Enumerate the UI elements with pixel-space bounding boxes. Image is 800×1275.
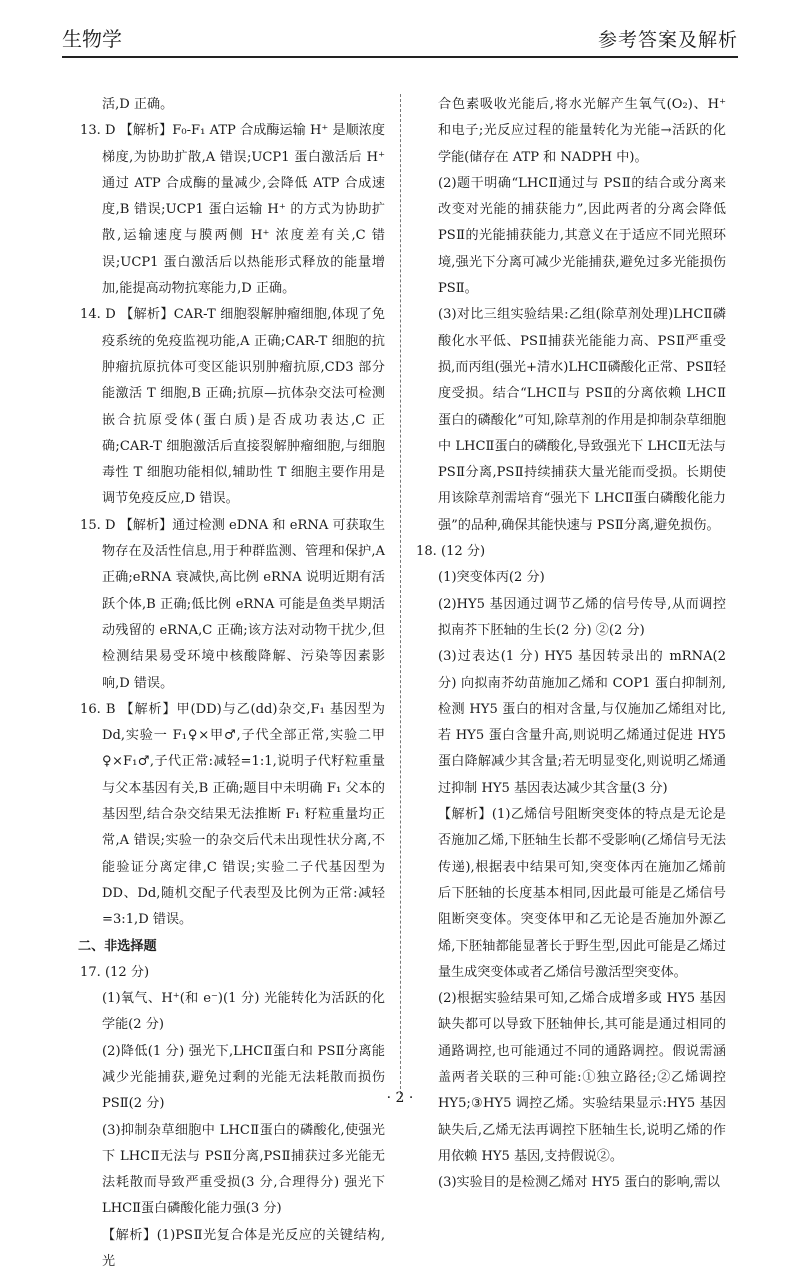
paragraph: (2)题干明确“LHCⅡ通过与 PSⅡ的结合或分离来改变对光能的捕获能力”,因此两者的分离会降低 PSⅡ的光能捕获能力,其意义在于适应不同光照环境,强光下分离可减少光能捕获,避免过多光能损伤 PSⅡ。 — [438, 175, 726, 297]
subject-label: 生物学 — [62, 27, 122, 51]
paragraph: 【解析】(1)PSⅡ光复合体是光反应的关键结构,光 — [102, 1227, 385, 1270]
paragraph: 15. D 【解析】通过检测 eDNA 和 eRNA 可获取生物存在及活性信息,用于种群监测、管理和保护,A 正确;eRNA 衰减快,高比例 eRNA 说明近期有活跃个体,B 正确;低比例 eRNA 可能是鱼类早期活动残留的 eRNA,C 正确;该方法对动物干扰少,但检测结果易受环境中核酸降解、污染等因素影响,D 错误。 — [80, 517, 385, 691]
paragraph: (3)抑制杂草细胞中 LHCⅡ蛋白的磷酸化,使强光下 LHCⅡ无法与 PSⅡ分离,PSⅡ捕获过多光能无法耗散而导致严重受损(3 分,合理得分) 强光下 LHCⅡ蛋白磷酸化能力强(3 分) — [102, 1122, 385, 1217]
paragraph: (2)HY5 基因通过调节乙烯的信号传导,从而调控拟南芥下胚轴的生长(2 分) ②(2 分) — [438, 596, 726, 638]
paragraph: 17. (12 分) — [80, 964, 150, 980]
paragraph: (2)降低(1 分) 强光下,LHCⅡ蛋白和 PSⅡ分离能减少光能捕获,避免过剩的光能无法耗散而损伤 PSⅡ(2 分) — [102, 1043, 385, 1112]
paragraph: 13. D 【解析】F₀-F₁ ATP 合成酶运输 H⁺ 是顺浓度梯度,为协助扩散,A 错误;UCP1 蛋白激活后 H⁺ 通过 ATP 合成酶的量减少,会降低 ATP 合成速度,B 错误;UCP1 蛋白运输 H⁺ 的方式为协助扩散,运输速度与膜两侧 H⁺ 浓度差有关,C 错误;UCP1 蛋白激活后以热能形式释放的能量增加,能提高动物抗寒能力,D 正确。 — [80, 123, 385, 297]
paragraph: (1)氧气、H⁺(和 e⁻)(1 分) 光能转化为活跃的化学能(2 分) — [102, 991, 385, 1033]
paragraph: 合色素吸收光能后,将水光解产生氧气(O₂)、H⁺ 和电子;光反应过程的能量转化为光能→活跃的化学能(储存在 ATP 和 NADPH 中)。 — [438, 97, 726, 165]
paragraph: (3)实验目的是检测乙烯对 HY5 蛋白的影响,需以 — [438, 1175, 721, 1191]
right-column — [416, 92, 726, 1196]
paragraph: (1)突变体丙(2 分) — [438, 570, 545, 586]
paragraph: 14. D 【解析】CAR-T 细胞裂解肿瘤细胞,体现了免疫系统的免疫监视功能,A 正确;CAR-T 细胞的抗肿瘤抗原抗体可变区能识别肿瘤抗原,CD3 部分能激活 T 细胞,B 正确;抗原—抗体杂交法可检测嵌合抗原受体(蛋白质)是否成功表达,C 正确;CAR-T 细胞激活后直接裂解肿瘤细胞,与细胞毒性 T 细胞功能相似,辅助性 T 细胞主要作用是调节免疫反应,D 错误。 — [80, 307, 385, 507]
paragraph: (3)对比三组实验结果:乙组(除草剂处理)LHCⅡ磷酸化水平低、PSⅡ捕获光能能力高、PSⅡ严重受损,而丙组(强光+清水)LHCⅡ磷酸化正常、PSⅡ轻度受损。结合“LHCⅡ与 PSⅡ的分离依赖 LHCⅡ蛋白的磷酸化”可知,除草剂的作用是抑制杂草细胞中 LHCⅡ蛋白的磷酸化,导致强光下 LHCⅡ无法与 PSⅡ分离,PSⅡ持续捕获大量光能而受损。长期使用该除草剂需培育“强光下 LHCⅡ蛋白磷酸化能力强”的品种,确保其能快速与 PSⅡ分离,避免损伤。 — [438, 307, 726, 533]
page-header — [62, 22, 738, 58]
paragraph: 16. B 【解析】甲(DD)与乙(dd)杂交,F₁ 基因型为 Dd,实验一 F₁♀×甲♂,子代全部正常,实验二甲♀×F₁♂,子代正常:减轻=1:1,说明子代籽粒重量与父本基因有关,B 正确;题目中未明确 F₁ 父本的基因型,结合杂交结果无法推断 F₁ 籽粒重量均正常,A 错误;实验一的杂交后代未出现性状分离,不能验证分离定律,C 错误;实验二子代基因型为 DD、Dd,随机交配子代表型及比例为正常:减轻=3:1,D 错误。 — [80, 701, 385, 928]
paragraph: 二、非选择题 — [78, 938, 157, 954]
page-number: · 2 · — [386, 1090, 414, 1106]
paragraph: (3)过表达(1 分) HY5 基因转录出的 mRNA(2 分) 向拟南芥幼苗施加乙烯和 COP1 蛋白抑制剂,检测 HY5 蛋白的相对含量,与仅施加乙烯组对比,若 HY5 蛋白含量升高,则说明乙烯通过促进 HY5 蛋白降解减少其含量;若无明显变化,则说明乙烯通过抑制 HY5 基因表达减少其含量(3 分) — [438, 649, 726, 796]
section-title: 参考答案及解析 — [597, 29, 738, 51]
paragraph: 【解析】(1)乙烯信号阻断突变体的特点是无论是否施加乙烯,下胚轴生长都不受影响(乙烯信号无法传递),根据表中结果可知,突变体丙在施加乙烯前后下胚轴的长度基本相同,因此最可能是乙烯信号阻断突变体。突变体甲和乙无论是否施加外源乙烯,下胚轴都能显著长于野生型,因此可能是乙烯过量生成突变体或者乙烯信号激活型突变体。 — [438, 807, 726, 980]
paragraph: 活,D 正确。 — [102, 97, 174, 112]
column-divider — [400, 94, 401, 1099]
paragraph: (2)根据实验结果可知,乙烯合成增多或 HY5 基因缺失都可以导致下胚轴伸长,其可能是通过相同的通路调控,也可能通过不同的通路调控。假说需涵盖两者关联的三种可能:①独立路径;②乙烯调控 HY5;③HY5 调控乙烯。实验结果显示:HY5 基因缺失后,乙烯无法再调控下胚轴生长,说明乙烯的作用依赖 HY5 基因,支持假说②。 — [438, 991, 726, 1164]
paragraph: 18. (12 分) — [416, 544, 486, 560]
